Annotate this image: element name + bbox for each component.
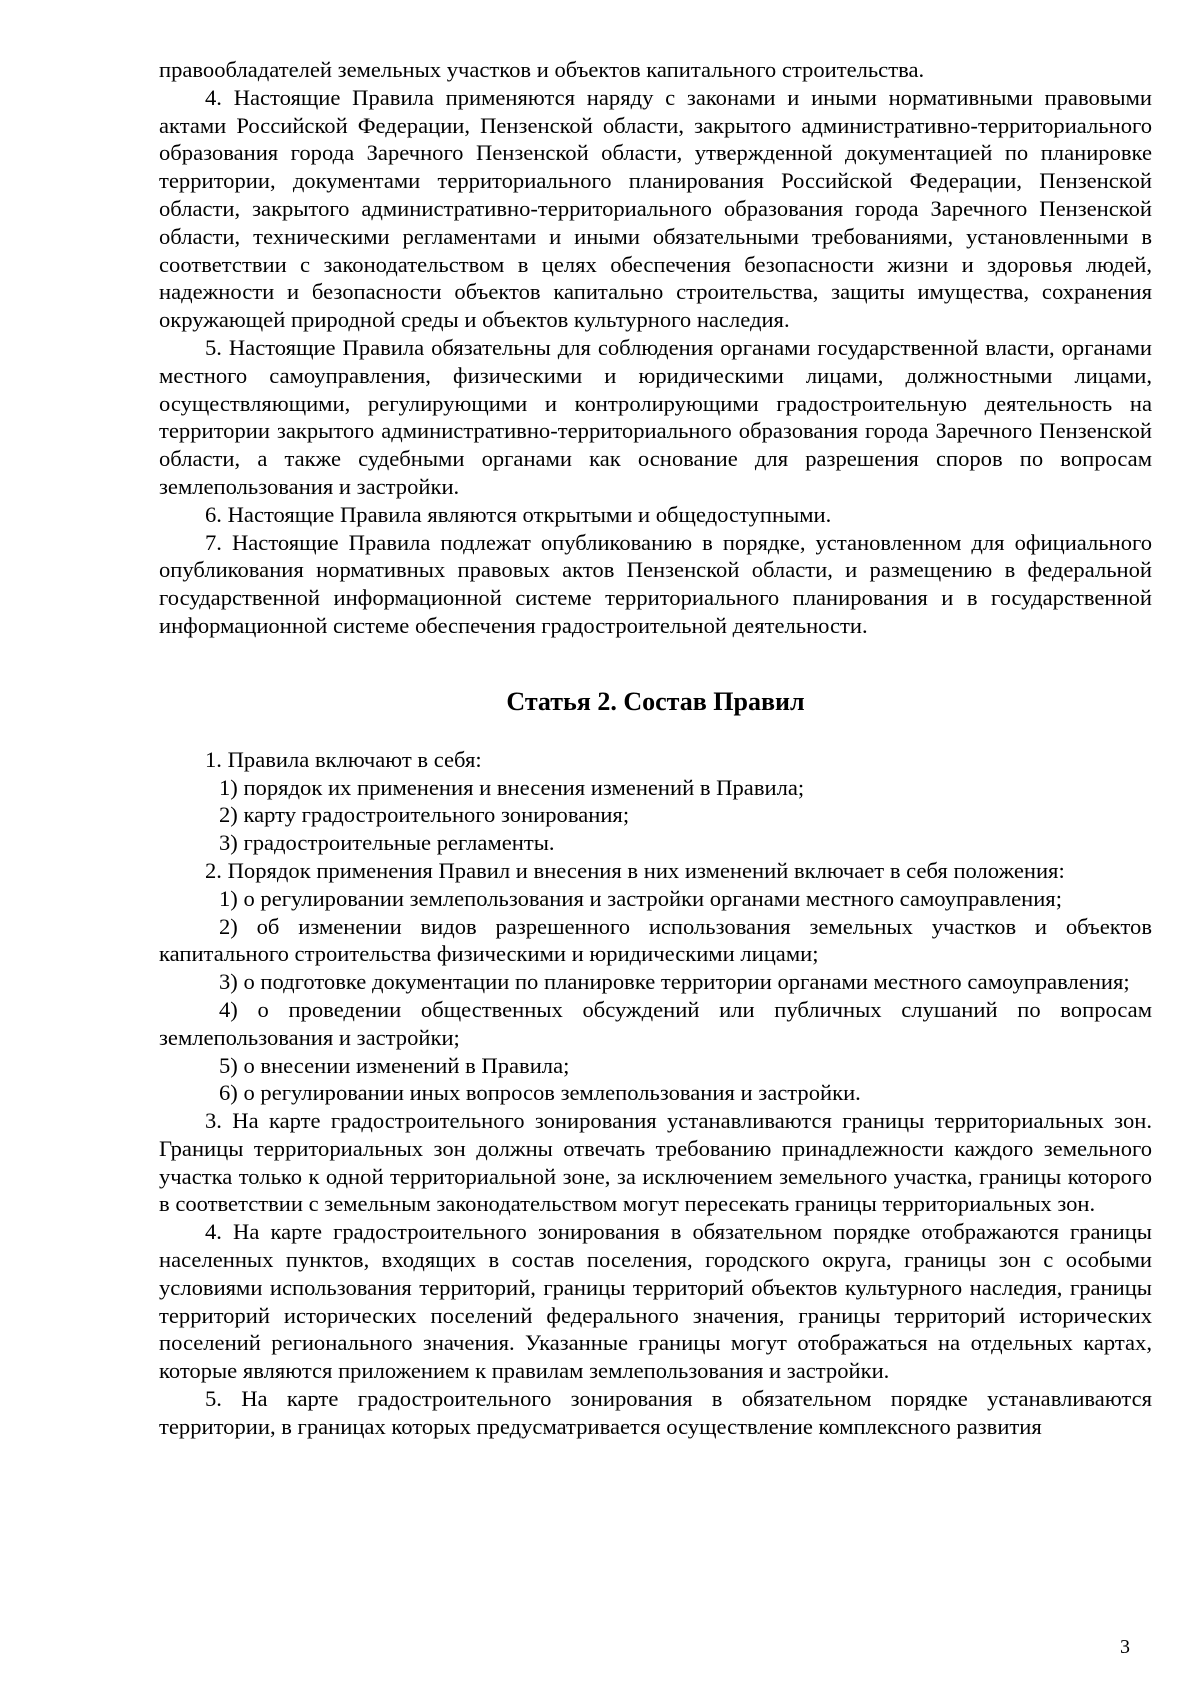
article-item-2-sub-5: 5) о внесении изменений в Правила; xyxy=(219,1052,570,1078)
article-item-1: 1. Правила включают в себя: xyxy=(205,746,482,772)
article-item-3: 3. На карте градостроительного зонирования устанавливаются границы территориальных зон. Границы территориальных зон должны отвечать требованию принадлежности каждого земельного участка только к одной территориальной зоне, за исключением земельного участка, границы которого в соответствии с земельным законодательством могут пересекать границы территориальных зон. xyxy=(159,1108,1152,1217)
article-item-2: 2. Порядок применения Правил и внесения в них изменений включает в себя положения: xyxy=(205,857,1065,883)
article-heading: Статья 2. Состав Правил xyxy=(506,686,805,716)
article-item-4: 4. На карте градостроительного зонирования в обязательном порядке отображаются границы населенных пунктов, входящих в состав поселения, городского округа, границы зон с особыми условиями использования территорий, границы территорий объектов культурного наследия, границы территорий исторических поселений федерального значения, границы территорий исторических поселений регионального значения. Указанные границы могут отображаться на отдельных картах, которые являются приложением к правилам землепользования и застройки. xyxy=(159,1219,1152,1384)
paragraph-7: 7. Настоящие Правила подлежат опубликованию в порядке, установленном для официального опубликования нормативных правовых актов Пензенской области, и размещению в федеральной государственной информационной системе территориального планирования и в государственной информационной системе обеспечения градостроительной деятельности. xyxy=(159,529,1152,638)
article-item-2-sub-6: 6) о регулировании иных вопросов землепользования и застройки. xyxy=(219,1080,861,1106)
article-item-2-sub-1: 1) о регулировании землепользования и застройки органами местного самоуправления; xyxy=(219,885,1062,911)
article-item-5: 5. На карте градостроительного зонирования в обязательном порядке устанавливаются территории, в границах которых предусматривается осуществление комплексного развития xyxy=(159,1386,1152,1439)
document-body xyxy=(159,56,1152,1441)
paragraph-4: 4. Настоящие Правила применяются наряду с законами и иными нормативными правовыми актами Российской Федерации, Пензенской области, закрытого административно-территориального образования города Заречного Пензенской области, утвержденной документацией по планировке территории, документами территориального планирования Российской Федерации, Пензенской области, закрытого административно-территориального образования города Заречного Пензенской области, техническими регламентами и иными обязательными требованиями, установленными в соответствии с законодательством в целях обеспечения безопасности жизни и здоровья людей, надежности и безопасности объектов капитально строительства, защиты имущества, сохранения окружающей природной среды и объектов культурного наследия. xyxy=(159,84,1152,333)
intro-continuation: правообладателей земельных участков и объектов капитального строительства. xyxy=(159,57,925,82)
paragraph-5: 5. Настоящие Правила обязательны для соблюдения органами государственной власти, органами местного самоуправления, физическими и юридическими лицами, должностными лицами, осуществляющими, регулирующими и контролирующими градостроительную деятельность на территории закрытого административно-территориального образования города Заречного Пензенской области, а также судебными органами как основание для разрешения споров по вопросам землепользования и застройки. xyxy=(159,334,1152,499)
paragraph-6: 6. Настоящие Правила являются открытыми и общедоступными. xyxy=(205,501,832,527)
article-item-2-sub-3: 3) о подготовке документации по планировке территории органами местного самоуправления; xyxy=(219,969,1130,995)
page-number: 3 xyxy=(1120,1636,1130,1658)
article-item-1-sub-3: 3) градостроительные регламенты. xyxy=(219,830,555,856)
article-item-2-sub-4: 4) о проведении общественных обсуждений или публичных слушаний по вопросам землепользования и застройки; xyxy=(159,996,1152,1050)
article-item-2-sub-2: 2) об изменении видов разрешенного использования земельных участков и объектов капитального строительства физическими и юридическими лицами; xyxy=(159,913,1152,967)
article-item-1-sub-1: 1) порядок их применения и внесения изменений в Правила; xyxy=(219,774,805,800)
article-item-1-sub-2: 2) карту градостроительного зонирования; xyxy=(219,802,630,828)
